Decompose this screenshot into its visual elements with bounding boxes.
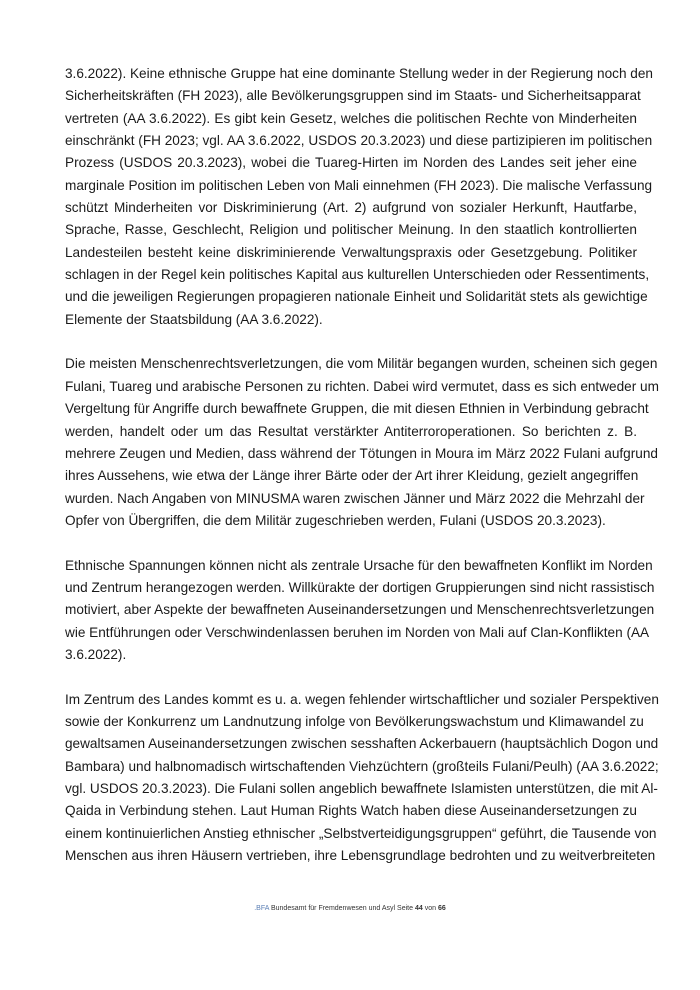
text-line: 3.6.2022). bbox=[65, 646, 127, 662]
text-line: einschränkt (FH 2023; vgl. AA 3.6.2022, USDOS 20.3.2023) und diese partizipieren im politischen bbox=[65, 133, 653, 149]
footer-page-label: Seite bbox=[397, 905, 414, 912]
text-line: Opfer von Übergriffen, die dem Militär zugeschrieben werden, Fulani (USDOS 20.3.2023). bbox=[65, 512, 606, 528]
text-line: vgl. USDOS 20.3.2023). Die Fulani sollen angeblich bewaffnete Islamisten unterstützen, die mit Al- bbox=[65, 781, 658, 796]
paragraph bbox=[65, 353, 659, 532]
text-line: Sprache, Rasse, Geschlecht, Religion und politischer Meinung. In den staatlich kontrollierten bbox=[65, 222, 637, 238]
text-line: Im Zentrum des Landes kommt es u. a. wegen fehlender wirtschaftlicher und sozialer Perspektiven bbox=[65, 691, 659, 707]
footer-organization: Bundesamt für Fremdenwesen und Asyl bbox=[270, 905, 396, 912]
text-line: Prozess (USDOS 20.3.2023), wobei die Tuareg-Hirten im Norden des Landes seit jeher eine bbox=[65, 155, 637, 171]
text-line: und Zentrum herangezogen werden. Willkürakte der dortigen Gruppierungen sind nicht rassistisch bbox=[65, 579, 655, 595]
text-line: mehrere Zeugen und Medien, dass während der Tötungen in Moura im März 2022 Fulani aufgrund bbox=[65, 445, 658, 461]
text-line: gewaltsamen Auseinandersetzungen zwischen sesshaften Ackerbauern (hauptsächlich Dogon und bbox=[65, 736, 659, 752]
paragraph bbox=[65, 555, 655, 667]
text-line: werden, handelt oder um das Resultat verstärkter Antiterroroperationen. So berichten z. B. bbox=[65, 423, 637, 439]
paragraph bbox=[65, 63, 653, 331]
text-line: motiviert, aber Aspekte der bewaffneten Auseinandersetzungen und Menschenrechtsverletzungen bbox=[65, 602, 655, 618]
bfa-logo: .BFA bbox=[254, 905, 270, 912]
text-line: Ethnische Spannungen können nicht als zentrale Ursache für den bewaffneten Konflikt im Norden bbox=[65, 557, 653, 573]
page-footer bbox=[0, 905, 700, 912]
text-line: Sicherheitskräften (FH 2023), alle Bevölkerungsgruppen sind im Staats- und Sicherheitsapparat bbox=[65, 88, 641, 104]
text-line: und die jeweiligen Regierungen propagieren nationale Einheit und Solidarität stets als gewichtige bbox=[65, 289, 648, 305]
text-line: Menschen aus ihren Häusern vertrieben, ihre Lebensgrundlage bedrohten und zu weitverbreiteten bbox=[65, 848, 656, 864]
text-line: wie Entführungen oder Verschwindenlassen beruhen im Norden von Mali auf Clan-Konflikten (AA bbox=[65, 624, 650, 640]
text-line: Vergeltung für Angriffe durch bewaffnete Gruppen, die mit diesen Ethnien in Verbindung gebracht bbox=[65, 401, 649, 417]
footer-page-total: 66 bbox=[437, 905, 446, 912]
text-line: wurden. Nach Angaben von MINUSMA waren zwischen Jänner und März 2022 die Mehrzahl der bbox=[65, 490, 645, 506]
text-line: Bambara) und halbnomadisch wirtschaftenden Viehzüchtern (großteils Fulani/Peulh) (AA 3.6.2022; bbox=[65, 758, 659, 774]
text-line: marginale Position im politischen Leben von Mali einnehmen (FH 2023). Die malische Verfassung bbox=[65, 177, 653, 193]
text-line: einem kontinuierlichen Anstieg ethnischer „Selbstverteidigungsgruppen“ geführt, die Tausende von bbox=[65, 825, 657, 841]
text-line: Qaida in Verbindung stehen. Laut Human Rights Watch haben diese Auseinandersetzungen zu bbox=[65, 803, 637, 819]
document-body bbox=[65, 63, 659, 890]
text-line: Elemente der Staatsbildung (AA 3.6.2022). bbox=[65, 311, 323, 327]
text-line: Fulani, Tuareg und arabische Personen zu richten. Dabei wird vermutet, dass es sich entweder um bbox=[65, 378, 659, 394]
text-line: ihres Aussehens, wie etwa der Länge ihrer Bärte oder der Art ihrer Kleidung, gezielt angegriffen bbox=[65, 468, 639, 484]
text-line: Landesteilen besteht keine diskriminierende Verwaltungspraxis oder Gesetzgebung. Politiker bbox=[65, 244, 637, 260]
text-line: sowie der Konkurrenz um Landnutzung infolge von Bevölkerungswachstum und Klimawandel zu bbox=[65, 713, 644, 729]
text-line: schlagen in der Regel kein politisches Kapital aus kulturellen Unterschieden oder Ressentiments, bbox=[65, 267, 650, 283]
text-line: schützt Minderheiten vor Diskriminierung (Art. 2) aufgrund von sozialer Herkunft, Hautfarbe, bbox=[65, 200, 637, 216]
text-line: vertreten (AA 3.6.2022). Es gibt kein Gesetz, welches die politischen Rechte von Minderheiten bbox=[65, 110, 637, 126]
text-line: Die meisten Menschenrechtsverletzungen, die vom Militär begangen wurden, scheinen sich gegen bbox=[65, 356, 658, 372]
text-line: 3.6.2022). Keine ethnische Gruppe hat eine dominante Stellung weder in der Regierung noch den bbox=[65, 66, 653, 81]
paragraph bbox=[65, 689, 659, 868]
footer-page-number: 44 bbox=[414, 905, 423, 912]
footer-of-label: von bbox=[424, 905, 437, 912]
